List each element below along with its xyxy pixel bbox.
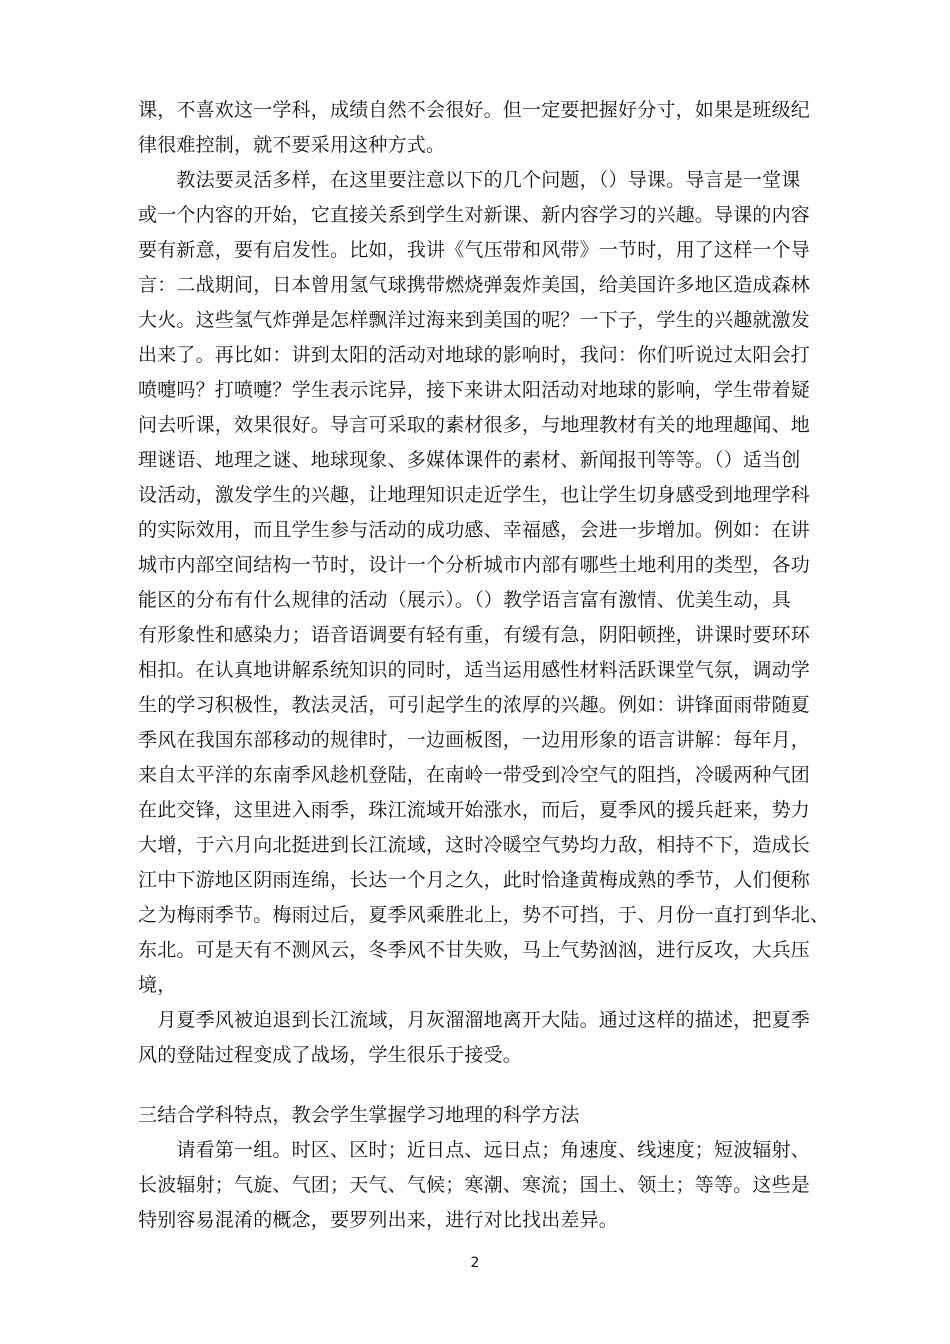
text-line: 月夏季风被迫退到长江流域，月灰溜溜地离开大陆。通过这样的描述，把夏季 (138, 1009, 811, 1031)
text-line: 季风在我国东部移动的规律时，一边画板图，一边用形象的语言讲解：每年月， (138, 729, 811, 751)
text-line: 问去听课，效果很好。导言可采取的素材很多，与地理教材有关的地理趣闻、地 (138, 414, 811, 436)
text-line: 设活动，激发学生的兴趣，让地理知识走近学生，也让学生切身感受到地理学科 (138, 484, 811, 506)
text-line: 出来了。再比如：讲到太阳的活动对地球的影响时，我问：你们听说过太阳会打 (138, 344, 811, 366)
text-line: 课，不喜欢这一学科，成绩自然不会很好。但一定要把握好分寸，如果是班级纪 (138, 99, 811, 121)
text-line: 喷嚏吗？打喷嚏？学生表示诧异，接下来讲太阳活动对地球的影响，学生带着疑 (138, 379, 811, 401)
text-line: 教法要灵活多样，在这里要注意以下的几个问题，（）导课。导言是一堂课 (138, 169, 801, 191)
page-number: 2 (470, 1255, 480, 1271)
text-line: 生的学习积极性，教法灵活，可引起学生的浓厚的兴趣。例如：讲锋面雨带随夏 (138, 694, 811, 716)
text-line: 要有新意，要有启发性。比如，我讲《气压带和风带》一节时，用了这样一个导 (138, 239, 811, 261)
text-line: 理谜语、地理之谜、地球现象、多媒体课件的素材、新闻报刊等等。（）适当创 (138, 449, 801, 471)
text-line: 能区的分布有什么规律的活动（展示）。（）教学语言富有激情、优美生动，具 (138, 589, 792, 611)
text-line: 大增，于六月向北挺进到长江流域，这时冷暖空气势均力敌，相持不下，造成长 (138, 834, 811, 856)
text-line: 境， (138, 974, 177, 996)
text-line: 律很难控制，就不要采用这种方式。 (138, 134, 446, 156)
text-line: 东北。可是天有不测风云，冬季风不甘失败，马上气势汹汹，进行反攻，大兵压 (138, 939, 811, 961)
text-line: 江中下游地区阴雨连绵，长达一个月之久，此时恰逢黄梅成熟的季节，人们便称 (138, 869, 811, 891)
text-line: 有形象性和感染力；语音语调要有轻有重，有缓有急，阴阳顿挫，讲课时要环环 (138, 624, 811, 646)
text-line: 的实际效用，而且学生参与活动的成功感、幸福感，会进一步增加。例如：在讲 (138, 519, 811, 541)
text-line: 长波辐射；气旋、气团；天气、气候；寒潮、寒流；国土、领土；等等。这些是 (138, 1174, 811, 1196)
text-line: 来自太平洋的东南季风趁机登陆，在南岭一带受到冷空气的阻挡，冷暖两种气团 (138, 764, 811, 786)
text-line: 请看第一组。时区、区时；近日点、远日点；角速度、线速度；短波辐射、 (138, 1139, 811, 1161)
section-heading: 三结合学科特点，教会学生掌握学习地理的科学方法 (138, 1104, 580, 1126)
text-line: 相扣。在认真地讲解系统知识的同时，适当运用感性材料活跃课堂气氛，调动学 (138, 659, 811, 681)
text-line: 或一个内容的开始，它直接关系到学生对新课、新内容学习的兴趣。导课的内容 (138, 204, 811, 226)
text-line: 城市内部空间结构一节时，设计一个分析城市内部有哪些土地利用的类型，各功 (138, 554, 811, 576)
text-line: 在此交锋，这里进入雨季，珠江流域开始涨水，而后，夏季风的援兵赶来，势力 (138, 799, 811, 821)
text-line: 言：二战期间，日本曾用氢气球携带燃烧弹轰炸美国，给美国许多地区造成森林 (138, 274, 811, 296)
text-line: 大火。这些氢气炸弹是怎样飘洋过海来到美国的呢？一下子，学生的兴趣就激发 (138, 309, 811, 331)
text-line: 特别容易混淆的概念，要罗列出来，进行对比找出差异。 (138, 1209, 619, 1231)
text-line: 之为梅雨季节。梅雨过后，夏季风乘胜北上，势不可挡，于、月份一直打到华北、 (138, 904, 830, 926)
text-line: 风的登陆过程变成了战场，学生很乐于接受。 (138, 1044, 523, 1066)
